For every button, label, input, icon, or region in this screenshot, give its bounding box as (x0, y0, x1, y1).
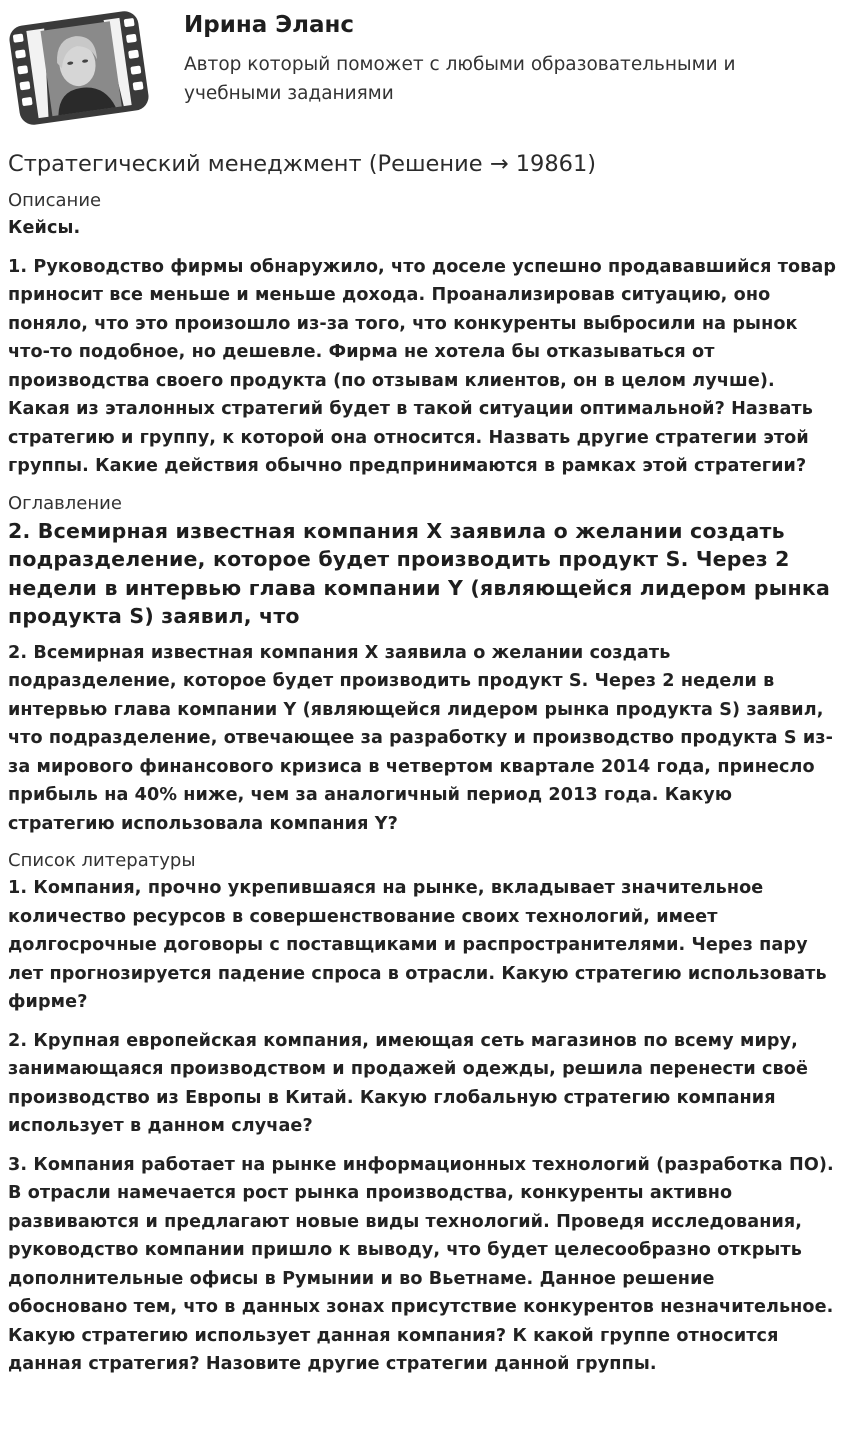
literature-item-3: 3. Компания работает на рынке информационных технологий (разработка ПО). В отрасли намечается рост рынка производства, конкуренты активно развиваются и предлагают новые виды технологий. Проведя исследования, руководство компании пришло к выводу, что будет целесообразно открыть дополнительные офисы в Румынии и во Вьетнаме. Данное решение обосновано тем, что в данных зонах присутствие конкурентов незначительное. Какую стратегию использует данная компания? К какой группе относится данная стратегия? Назовите другие стратегии данной группы. (8, 1154, 834, 1374)
section-label-literature: Список литературы (8, 850, 196, 871)
section-label-toc: Оглавление (8, 492, 122, 514)
author-description: Автор который поможет с любыми образовательными и учебными заданиями (184, 54, 736, 104)
author-header (0, 0, 847, 140)
description-intro: Кейсы. (8, 218, 81, 238)
literature-item-1: 1. Компания, прочно укрепившаяся на рынке, вкладывает значительное количество ресурсов в совершенствование своих технологий, имеет долгосрочные договоры с поставщиками и распространителями. Через пару лет прогнозируется падение спроса в отрасли. Какую стратегию использовать фирме? (8, 878, 827, 1012)
description-case-1: 1. Руководство фирмы обнаружило, что доселе успешно продававшийся товар приносит все меньше и меньше дохода. Проанализировав ситуацию, оно поняло, что это произошло из-за того, что конкуренты выбросили на рынок что-то подобное, но дешевле. Фирма не хотела бы отказываться от производства своего продукта (по отзывам клиентов, он в целом лучше). Какая из эталонных стратегий будет в такой ситуации оптимальной? Назвать стратегию и группу, к которой она относится. Назвать другие стратегии этой группы. Какие действия обычно предпринимаются в рамках этой стратегии? (8, 256, 837, 476)
toc-heading: 2. Всемирная известная компания X заявила о желании создать подразделение, которое будет производить продукт S. Через 2 недели в интервью глава компании Y (являющейся лидером рынка продукта S) заявил, что (8, 518, 831, 628)
document-content (8, 148, 840, 1387)
section-label-description: Описание (8, 190, 102, 211)
toc-text: 2. Всемирная известная компания X заявила о желании создать подразделение, которое будет производить продукт S. Через 2 недели в интервью глава компании Y (являющейся лидером рынка продукта S) заявил, что подразделение, отвечающее за разработку и производство продукта S из-за мирового финансового кризиса в четвертом квартале 2014 года, принесло прибыль на 40% ниже, чем за аналогичный период 2013 года. Какую стратегию использовала компания Y? (8, 642, 833, 834)
page-title: Стратегический менеджмент (Решение → 19861) (8, 151, 597, 177)
author-name: Ирина Эланс (184, 12, 355, 38)
literature-item-2: 2. Крупная европейская компания, имеющая сеть магазинов по всему миру, занимающаяся производством и продажей одежды, решила перенести своё производство из Европы в Китай. Какую глобальную стратегию компания использует в данном случае? (8, 1030, 808, 1136)
author-avatar-film-frame (6, 8, 152, 128)
